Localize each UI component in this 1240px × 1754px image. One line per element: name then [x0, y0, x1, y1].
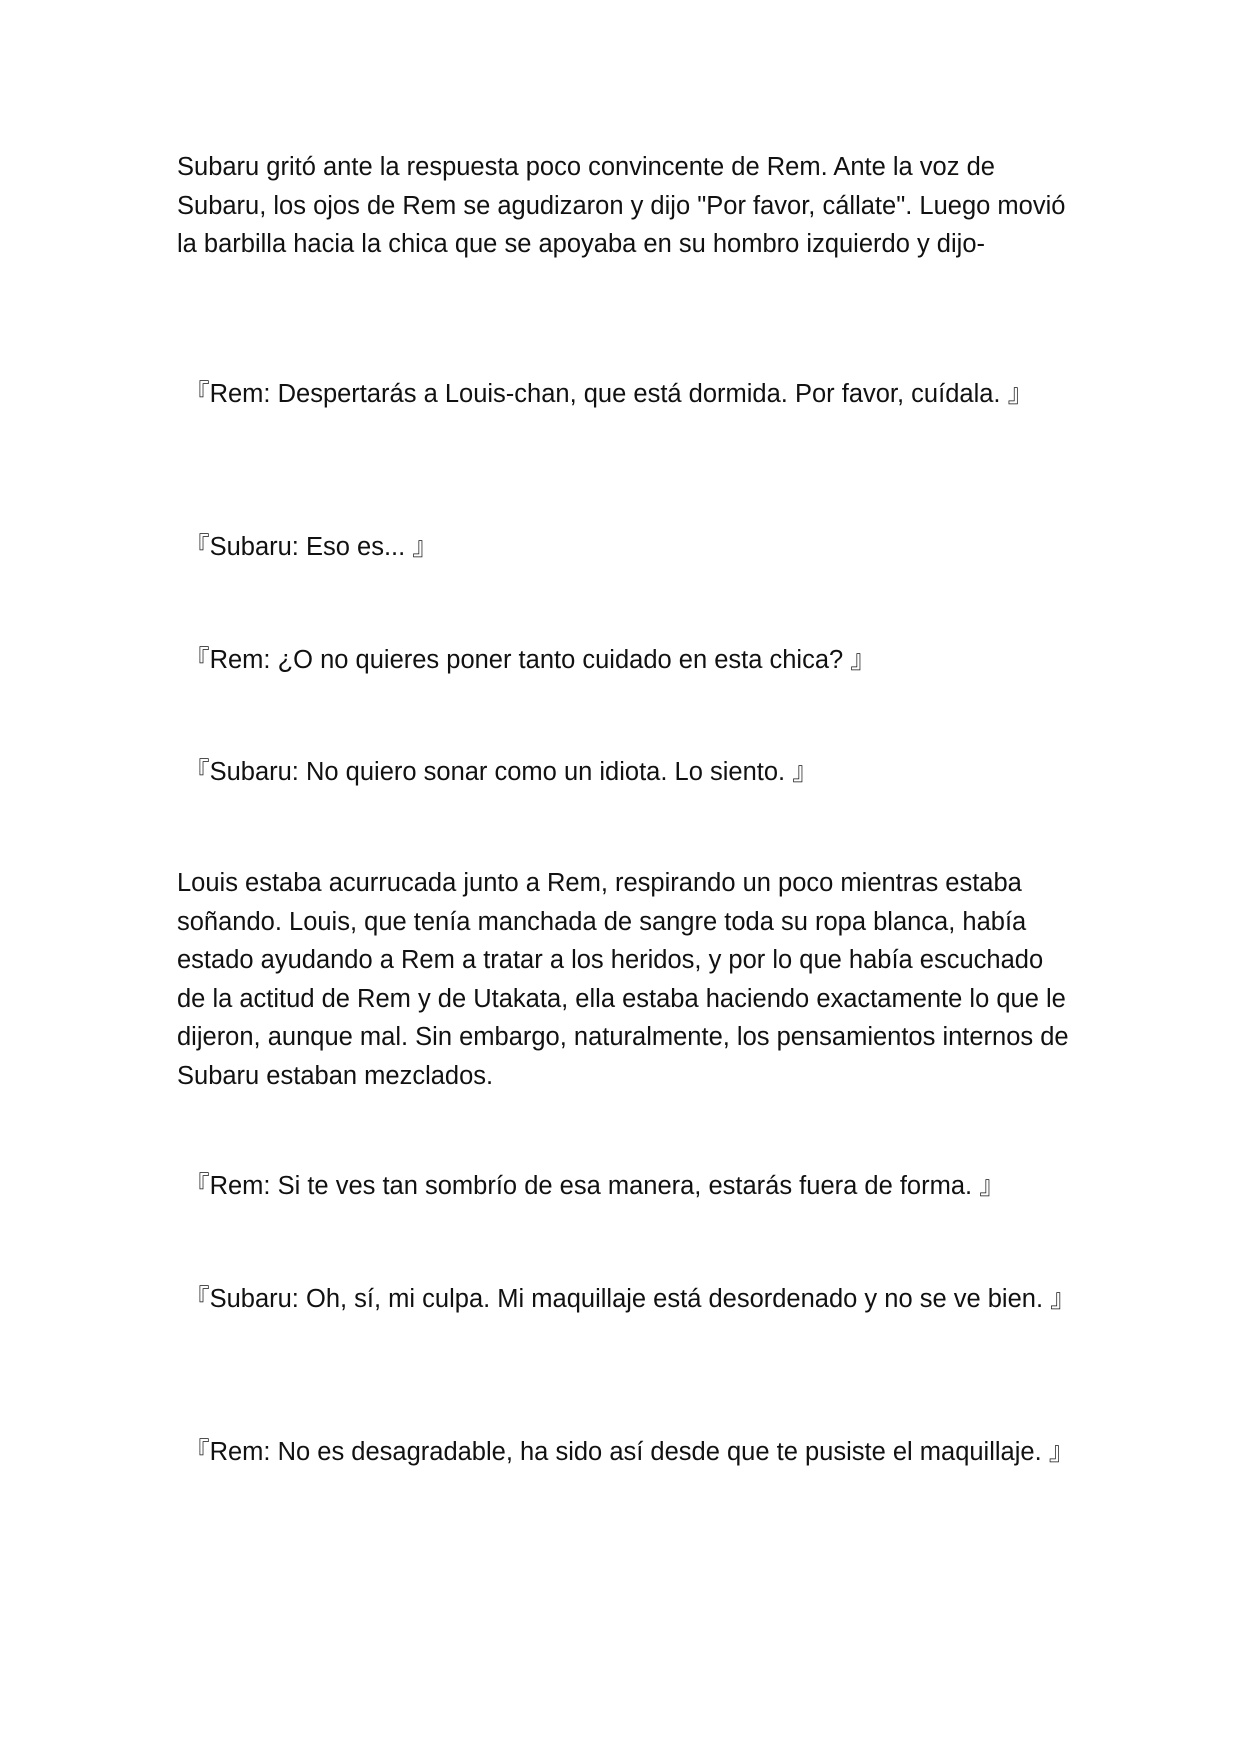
dialogue-line-rem-2: 『Rem: ¿O no quieres poner tanto cuidado en esta chica? 』 — [177, 646, 876, 674]
dialogue-line-subaru-3: 『Subaru: Oh, sí, mi culpa. Mi maquillaje está desordenado y no se ve bien. 』 — [177, 1285, 1076, 1313]
dialogue-line-subaru-1: 『Subaru: Eso es... 』 — [177, 533, 438, 561]
dialogue-line-rem-3: 『Rem: Si te ves tan sombrío de esa manera, estarás fuera de forma. 』 — [177, 1172, 1005, 1200]
dialogue-line-subaru-2: 『Subaru: No quiero sonar como un idiota. Lo siento. 』 — [177, 758, 818, 786]
dialogue-line-rem-1: 『Rem: Despertarás a Louis-chan, que está dormida. Por favor, cuídala. 』 — [177, 380, 1034, 408]
paragraph-narrative-1: Subaru gritó ante la respuesta poco convincente de Rem. Ante la voz de Subaru, los ojos de Rem se agudizaron y dijo "Por favor, cállate". Luego movió la barbilla hacia la chica que se apoyaba en su hombro izquierdo y dijo- — [177, 153, 1066, 258]
dialogue-line-rem-4: 『Rem: No es desagradable, ha sido así desde que te pusiste el maquillaje. 』 — [177, 1438, 1075, 1466]
paragraph-narrative-2: Louis estaba acurrucada junto a Rem, respirando un poco mientras estaba soñando. Louis, que tenía manchada de sangre toda su ropa blanca, había estado ayudando a Rem a tratar a los heridos, y por lo que había escuchado de la actitud de Rem y de Utakata, ella estaba haciendo exactamente lo que le dijeron, aunque mal. Sin embargo, naturalmente, los pensamientos internos de Subaru estaban mezclados. — [177, 869, 1069, 1090]
